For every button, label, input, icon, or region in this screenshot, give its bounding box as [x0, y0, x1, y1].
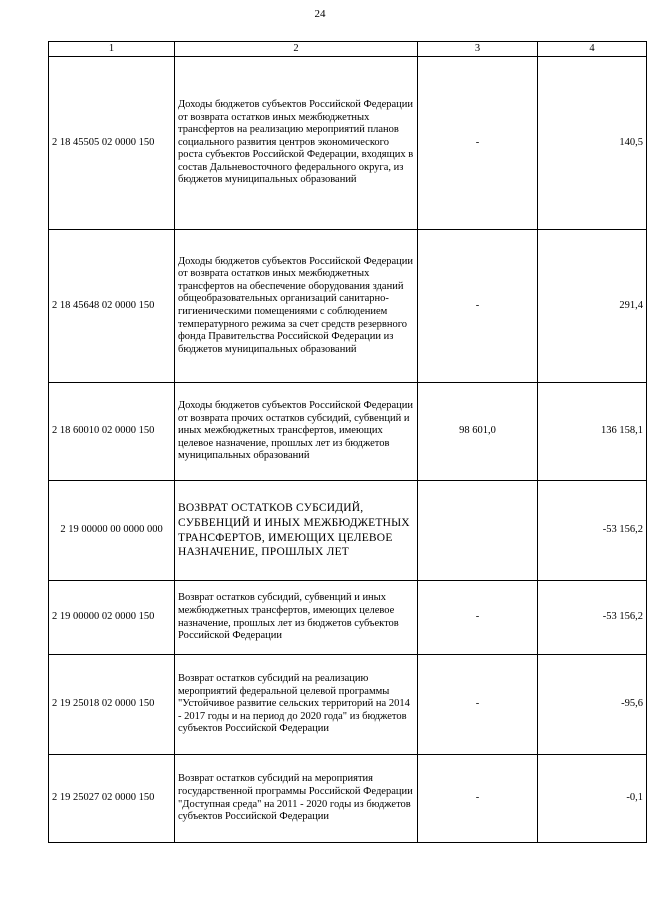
table-row [49, 581, 647, 655]
budget-code: 2 19 00000 02 0000 150 [49, 581, 175, 655]
value-col3: 98 601,0 [418, 383, 538, 481]
budget-code: 2 18 45648 02 0000 150 [49, 230, 175, 383]
table-row [49, 755, 647, 843]
column-header-4: 4 [538, 42, 647, 57]
row-description: Доходы бюджетов субъектов Российской Федерации от возврата прочих остатков субсидий, субвенций и иных межбюджетных трансфертов, имеющих целевое назначение, прошлых лет из бюджетов муниципальных образований [175, 383, 418, 481]
row-description: Доходы бюджетов субъектов Российской Федерации от возврата остатков иных межбюджетных трансфертов на обеспечение оборудования зданий общеобразовательных организаций санитарно-гигиеническими помещениями с соблюдением температурного режима за счет средств резервного фонда Правительства Российской Федерации из бюджетов муниципальных образований [175, 230, 418, 383]
value-col4: -53 156,2 [538, 581, 647, 655]
value-col3 [418, 481, 538, 581]
row-description: Возврат остатков субсидий, субвенций и иных межбюджетных трансфертов, имеющих целевое назначение, прошлых лет из бюджетов субъектов Российской Федерации [175, 581, 418, 655]
budget-code: 2 18 45505 02 0000 150 [49, 57, 175, 230]
table-header-row [49, 42, 647, 57]
row-description: Доходы бюджетов субъектов Российской Федерации от возврата остатков иных межбюджетных трансфертов на реализацию мероприятий планов социального развития центров экономического роста субъектов Российской Федерации, входящих в состав Дальневосточного федерального округа, из бюджетов муниципальных образований [175, 57, 418, 230]
value-col4: 291,4 [538, 230, 647, 383]
row-description: ВОЗВРАТ ОСТАТКОВ СУБСИДИЙ, СУБВЕНЦИЙ И ИНЫХ МЕЖБЮДЖЕТНЫХ ТРАНСФЕРТОВ, ИМЕЮЩИХ ЦЕЛЕВОЕ НАЗНАЧЕНИЕ, ПРОШЛЫХ ЛЕТ [175, 481, 418, 581]
column-header-1: 1 [49, 42, 175, 57]
value-col4: 136 158,1 [538, 383, 647, 481]
value-col4: -95,6 [538, 655, 647, 755]
value-col4: -53 156,2 [538, 481, 647, 581]
budget-code: 2 19 00000 00 0000 000 [49, 481, 175, 581]
table-row [49, 230, 647, 383]
table-row [49, 655, 647, 755]
table-row [49, 383, 647, 481]
value-col3: - [418, 230, 538, 383]
value-col3: - [418, 57, 538, 230]
table-row [49, 57, 647, 230]
value-col4: 140,5 [538, 57, 647, 230]
budget-table [48, 41, 647, 843]
budget-code: 2 19 25027 02 0000 150 [49, 755, 175, 843]
column-header-2: 2 [175, 42, 418, 57]
value-col3: - [418, 755, 538, 843]
value-col3: - [418, 581, 538, 655]
value-col4: -0,1 [538, 755, 647, 843]
budget-code: 2 18 60010 02 0000 150 [49, 383, 175, 481]
table-row [49, 481, 647, 581]
budget-code: 2 19 25018 02 0000 150 [49, 655, 175, 755]
page-number: 24 [314, 8, 326, 20]
row-description: Возврат остатков субсидий на мероприятия государственной программы Российской Федерации "Доступная среда" на 2011 - 2020 годы из бюджетов субъектов Российской Федерации [175, 755, 418, 843]
value-col3: - [418, 655, 538, 755]
column-header-3: 3 [418, 42, 538, 57]
row-description: Возврат остатков субсидий на реализацию мероприятий федеральной целевой программы "Устойчивое развитие сельских территорий на 2014 - 2017 годы и на период до 2020 года" из бюджетов субъектов Российской Федерации [175, 655, 418, 755]
